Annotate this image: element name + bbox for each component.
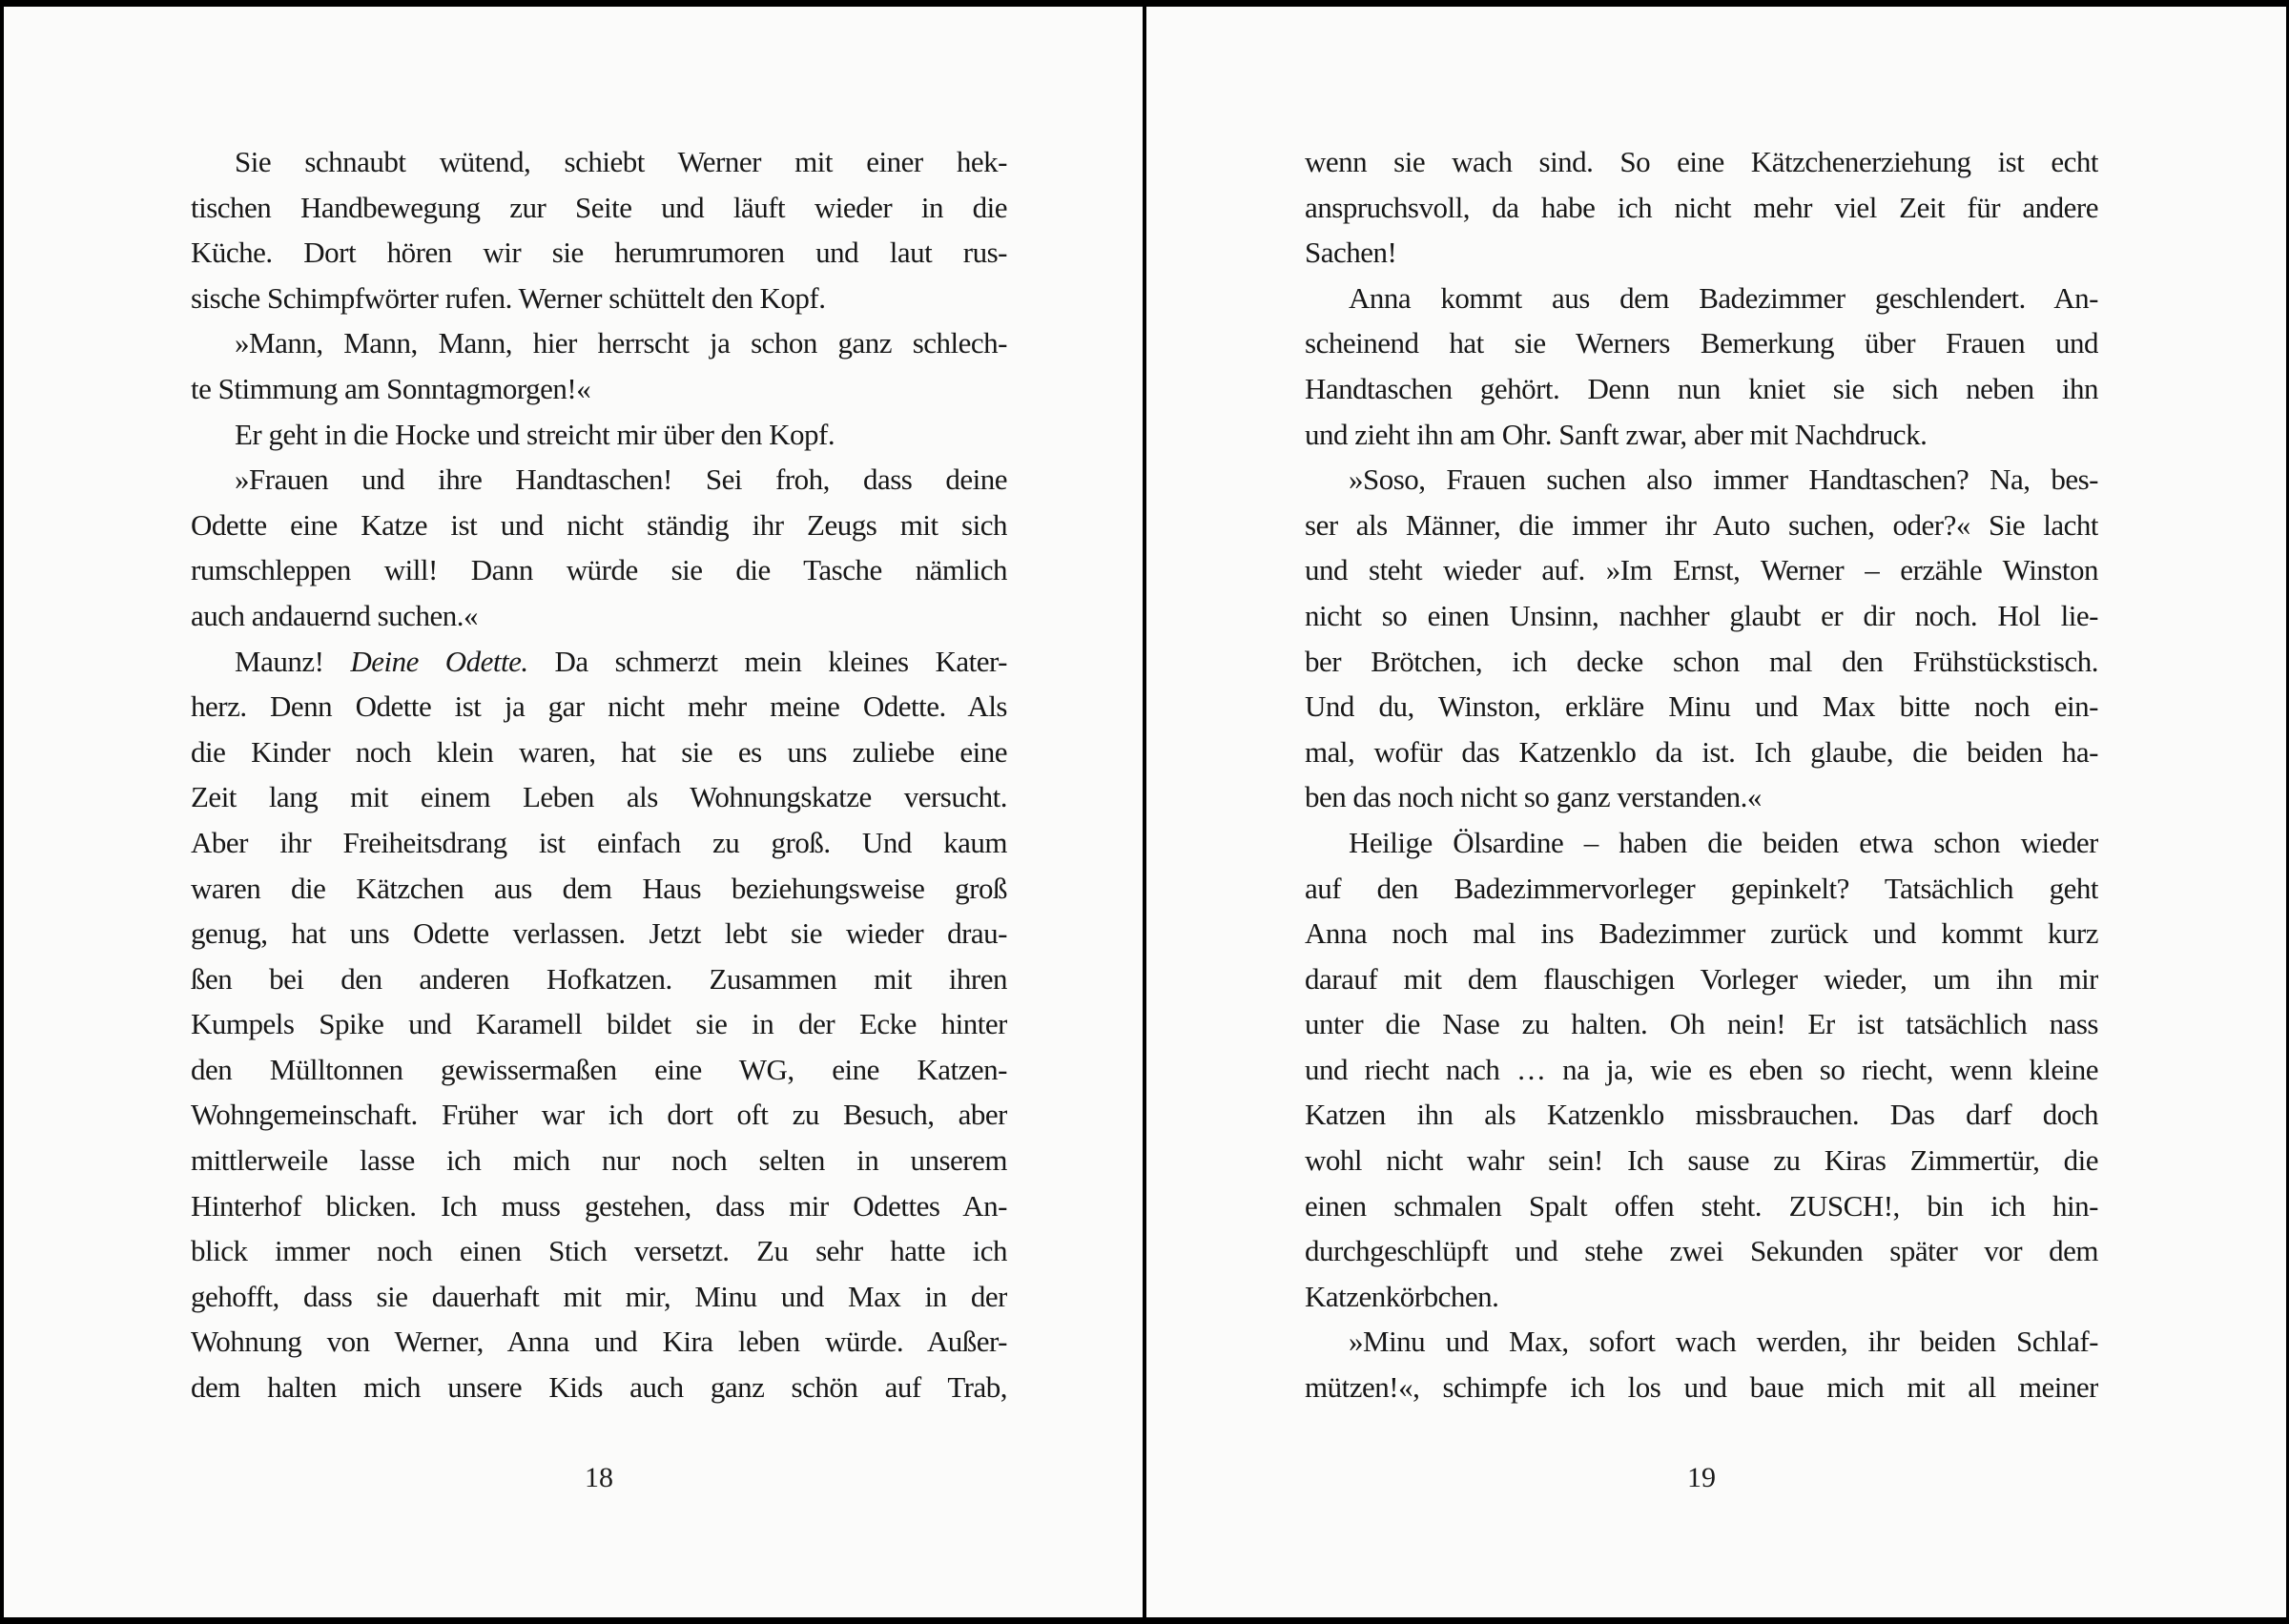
text-segment: und steht wieder auf. »Im Ernst, Werner – erzähle Winston bbox=[1305, 553, 2098, 587]
text-line bbox=[191, 639, 1007, 685]
text-line bbox=[191, 1228, 1007, 1274]
text-segment: Sachen! bbox=[1305, 236, 1397, 270]
text-segment: mützen!«, schimpfe ich los und baue mich mit all meiner bbox=[1305, 1370, 2098, 1405]
text-line bbox=[1305, 911, 2098, 956]
text-line bbox=[191, 1365, 1007, 1410]
text-segment: wenn sie wach sind. So eine Kätzchenerziehung ist echt bbox=[1305, 145, 2098, 178]
text-segment: Odette eine Katze ist und nicht ständig ihr Zeugs mit sich bbox=[191, 507, 1007, 542]
text-segment: Maunz! bbox=[235, 644, 351, 678]
text-segment: anspruchsvoll, da habe ich nicht mehr viel Zeit für andere bbox=[1305, 190, 2098, 224]
text-segment: Kumpels Spike und Karamell bildet sie in der Ecke hinter bbox=[191, 1007, 1007, 1041]
text-segment: Aber ihr Freiheitsdrang ist einfach zu groß. Und kaum bbox=[191, 825, 1007, 859]
text-line bbox=[191, 820, 1007, 866]
text-segment: rumschleppen will! Dann würde sie die Tasche nämlich bbox=[191, 553, 1007, 587]
text-segment: Hinterhof blicken. Ich muss gestehen, dass mir Odettes An- bbox=[191, 1188, 1007, 1223]
text-line bbox=[1305, 503, 2098, 548]
text-segment: durchgeschlüpft und stehe zwei Sekunden später vor dem bbox=[1305, 1234, 2098, 1268]
text-segment: »Minu und Max, sofort wach werden, ihr beiden Schlaf- bbox=[1349, 1325, 2098, 1359]
text-line bbox=[191, 547, 1007, 593]
text-line bbox=[191, 866, 1007, 912]
text-line bbox=[191, 911, 1007, 956]
text-line bbox=[191, 1274, 1007, 1320]
text-line bbox=[191, 593, 1007, 639]
text-segment: Küche. Dort hören wir sie herumrumoren und laut rus- bbox=[191, 236, 1007, 270]
text-segment: ben das noch nicht so ganz verstanden.« bbox=[1305, 780, 1762, 814]
text-segment: Da schmerzt mein kleines Kater- bbox=[527, 644, 1007, 678]
page-left-number: 18 bbox=[585, 1462, 613, 1493]
text-segment: den Mülltonnen gewissermaßen eine WG, eine Katzen- bbox=[191, 1052, 1007, 1086]
text-line bbox=[191, 1183, 1007, 1229]
text-line bbox=[191, 276, 1007, 321]
text-line bbox=[1305, 684, 2098, 730]
text-segment: Anna kommt aus dem Badezimmer geschlendert. An- bbox=[1349, 280, 2098, 315]
text-segment: ser als Männer, die immer ihr Auto suchen, oder?« Sie lacht bbox=[1305, 507, 2098, 542]
text-line bbox=[191, 956, 1007, 1002]
text-line bbox=[191, 1047, 1007, 1093]
text-segment: Er geht in die Hocke und streicht mir über den Kopf. bbox=[235, 417, 835, 451]
text-segment: Wohnung von Werner, Anna und Kira leben würde. Außer- bbox=[191, 1325, 1007, 1359]
text-segment: Sie schnaubt wütend, schiebt Werner mit einer hek- bbox=[235, 145, 1007, 178]
text-line bbox=[1305, 139, 2098, 185]
text-line bbox=[1305, 730, 2098, 775]
text-line bbox=[191, 366, 1007, 412]
text-segment: ber Brötchen, ich decke schon mal den Frühstückstisch. bbox=[1305, 644, 2098, 678]
text-line bbox=[1305, 547, 2098, 593]
text-line bbox=[1305, 320, 2098, 366]
text-line bbox=[1305, 956, 2098, 1002]
text-segment: und riecht nach … na ja, wie es eben so riecht, wenn kleine bbox=[1305, 1052, 2098, 1086]
text-line bbox=[1305, 820, 2098, 866]
text-segment: scheinend hat sie Werners Bemerkung über Frauen und bbox=[1305, 326, 2098, 360]
text-segment: unter die Nase zu halten. Oh nein! Er ist tatsächlich nass bbox=[1305, 1007, 2098, 1041]
text-segment: die Kinder noch klein waren, hat sie es uns zuliebe eine bbox=[191, 734, 1007, 769]
text-segment: darauf mit dem flauschigen Vorleger wieder, um ihn mir bbox=[1305, 961, 2098, 996]
text-segment: sische Schimpfwörter rufen. Werner schüttelt den Kopf. bbox=[191, 280, 826, 315]
text-line bbox=[191, 730, 1007, 775]
text-segment: und zieht ihn am Ohr. Sanft zwar, aber mit Nachdruck. bbox=[1305, 417, 1928, 451]
text-segment: genug, hat uns Odette verlassen. Jetzt lebt sie wieder drau- bbox=[191, 916, 1007, 951]
text-line bbox=[191, 412, 1007, 458]
text-segment: te Stimmung am Sonntagmorgen!« bbox=[191, 371, 591, 405]
text-segment: waren die Kätzchen aus dem Haus beziehungsweise groß bbox=[191, 871, 1007, 905]
text-segment: gehofft, dass sie dauerhaft mit mir, Minu und Max in der bbox=[191, 1279, 1007, 1313]
frame-left-edge bbox=[0, 0, 4, 1624]
text-line bbox=[1305, 457, 2098, 503]
text-segment: mittlerweile lasse ich mich nur noch selten in unserem bbox=[191, 1143, 1007, 1178]
text-line bbox=[1305, 1183, 2098, 1229]
text-segment: mal, wofür das Katzenklo da ist. Ich glaube, die beiden ha- bbox=[1305, 734, 2098, 769]
text-segment: Heilige Ölsardine – haben die beiden etwa schon wieder bbox=[1349, 825, 2098, 859]
text-line bbox=[1305, 366, 2098, 412]
italic-text-segment: Deine Odette. bbox=[350, 644, 528, 678]
text-line bbox=[1305, 1092, 2098, 1138]
text-line bbox=[191, 684, 1007, 730]
text-segment: »Frauen und ihre Handtaschen! Sei froh, dass deine bbox=[235, 463, 1007, 497]
text-segment: tischen Handbewegung zur Seite und läuft wieder in die bbox=[191, 190, 1007, 224]
text-segment: »Soso, Frauen suchen also immer Handtaschen? Na, bes- bbox=[1349, 463, 2098, 497]
text-line bbox=[191, 139, 1007, 185]
text-segment: auch andauernd suchen.« bbox=[191, 598, 478, 632]
text-line bbox=[1305, 1365, 2098, 1410]
text-segment: herz. Denn Odette ist ja gar nicht mehr meine Odette. Als bbox=[191, 689, 1007, 724]
page-right-text bbox=[1305, 139, 2098, 1410]
text-segment: auf den Badezimmervorleger gepinkelt? Tatsächlich geht bbox=[1305, 871, 2098, 905]
text-line bbox=[1305, 593, 2098, 639]
text-line bbox=[191, 230, 1007, 276]
text-line bbox=[191, 1092, 1007, 1138]
text-segment: Zeit lang mit einem Leben als Wohnungskatze versucht. bbox=[191, 780, 1007, 814]
text-line bbox=[191, 503, 1007, 548]
text-line bbox=[1305, 185, 2098, 231]
page-left-text bbox=[191, 139, 1007, 1410]
text-segment: Anna noch mal ins Badezimmer zurück und kommt kurz bbox=[1305, 916, 2098, 951]
text-line bbox=[1305, 412, 2098, 458]
text-segment: Katzenkörbchen. bbox=[1305, 1279, 1499, 1313]
text-segment: dem halten mich unsere Kids auch ganz schön auf Trab, bbox=[191, 1370, 1007, 1405]
text-line bbox=[1305, 639, 2098, 685]
text-line bbox=[1305, 1138, 2098, 1183]
text-line bbox=[191, 320, 1007, 366]
text-segment: blick immer noch einen Stich versetzt. Zu sehr hatte ich bbox=[191, 1234, 1007, 1268]
text-line bbox=[191, 1319, 1007, 1365]
page-right-number: 19 bbox=[1687, 1462, 1716, 1493]
text-line bbox=[191, 1001, 1007, 1047]
text-segment: wohl nicht wahr sein! Ich sause zu Kiras Zimmertür, die bbox=[1305, 1143, 2098, 1178]
text-line bbox=[1305, 1001, 2098, 1047]
text-line bbox=[191, 185, 1007, 231]
text-line bbox=[1305, 1274, 2098, 1320]
text-segment: »Mann, Mann, Mann, hier herrscht ja schon ganz schlech- bbox=[235, 326, 1007, 360]
text-segment: ßen bei den anderen Hofkatzen. Zusammen mit ihren bbox=[191, 961, 1007, 996]
text-line bbox=[1305, 1319, 2098, 1365]
text-segment: nicht so einen Unsinn, nachher glaubt er dir noch. Hol lie- bbox=[1305, 598, 2098, 632]
text-line bbox=[1305, 276, 2098, 321]
page-gutter-divider bbox=[1143, 0, 1146, 1624]
text-line bbox=[1305, 774, 2098, 820]
text-segment: Handtaschen gehört. Denn nun kniet sie sich neben ihn bbox=[1305, 371, 2098, 405]
text-line bbox=[1305, 1228, 2098, 1274]
text-line bbox=[1305, 1047, 2098, 1093]
text-segment: einen schmalen Spalt offen steht. ZUSCH!, bin ich hin- bbox=[1305, 1188, 2098, 1223]
text-line bbox=[1305, 230, 2098, 276]
text-segment: Wohngemeinschaft. Früher war ich dort oft zu Besuch, aber bbox=[191, 1098, 1007, 1132]
text-line bbox=[191, 457, 1007, 503]
text-segment: Katzen ihn als Katzenklo missbrauchen. Das darf doch bbox=[1305, 1098, 2098, 1132]
text-line bbox=[191, 1138, 1007, 1183]
text-line bbox=[1305, 866, 2098, 912]
text-line bbox=[191, 774, 1007, 820]
text-segment: Und du, Winston, erkläre Minu und Max bitte noch ein- bbox=[1305, 689, 2098, 724]
